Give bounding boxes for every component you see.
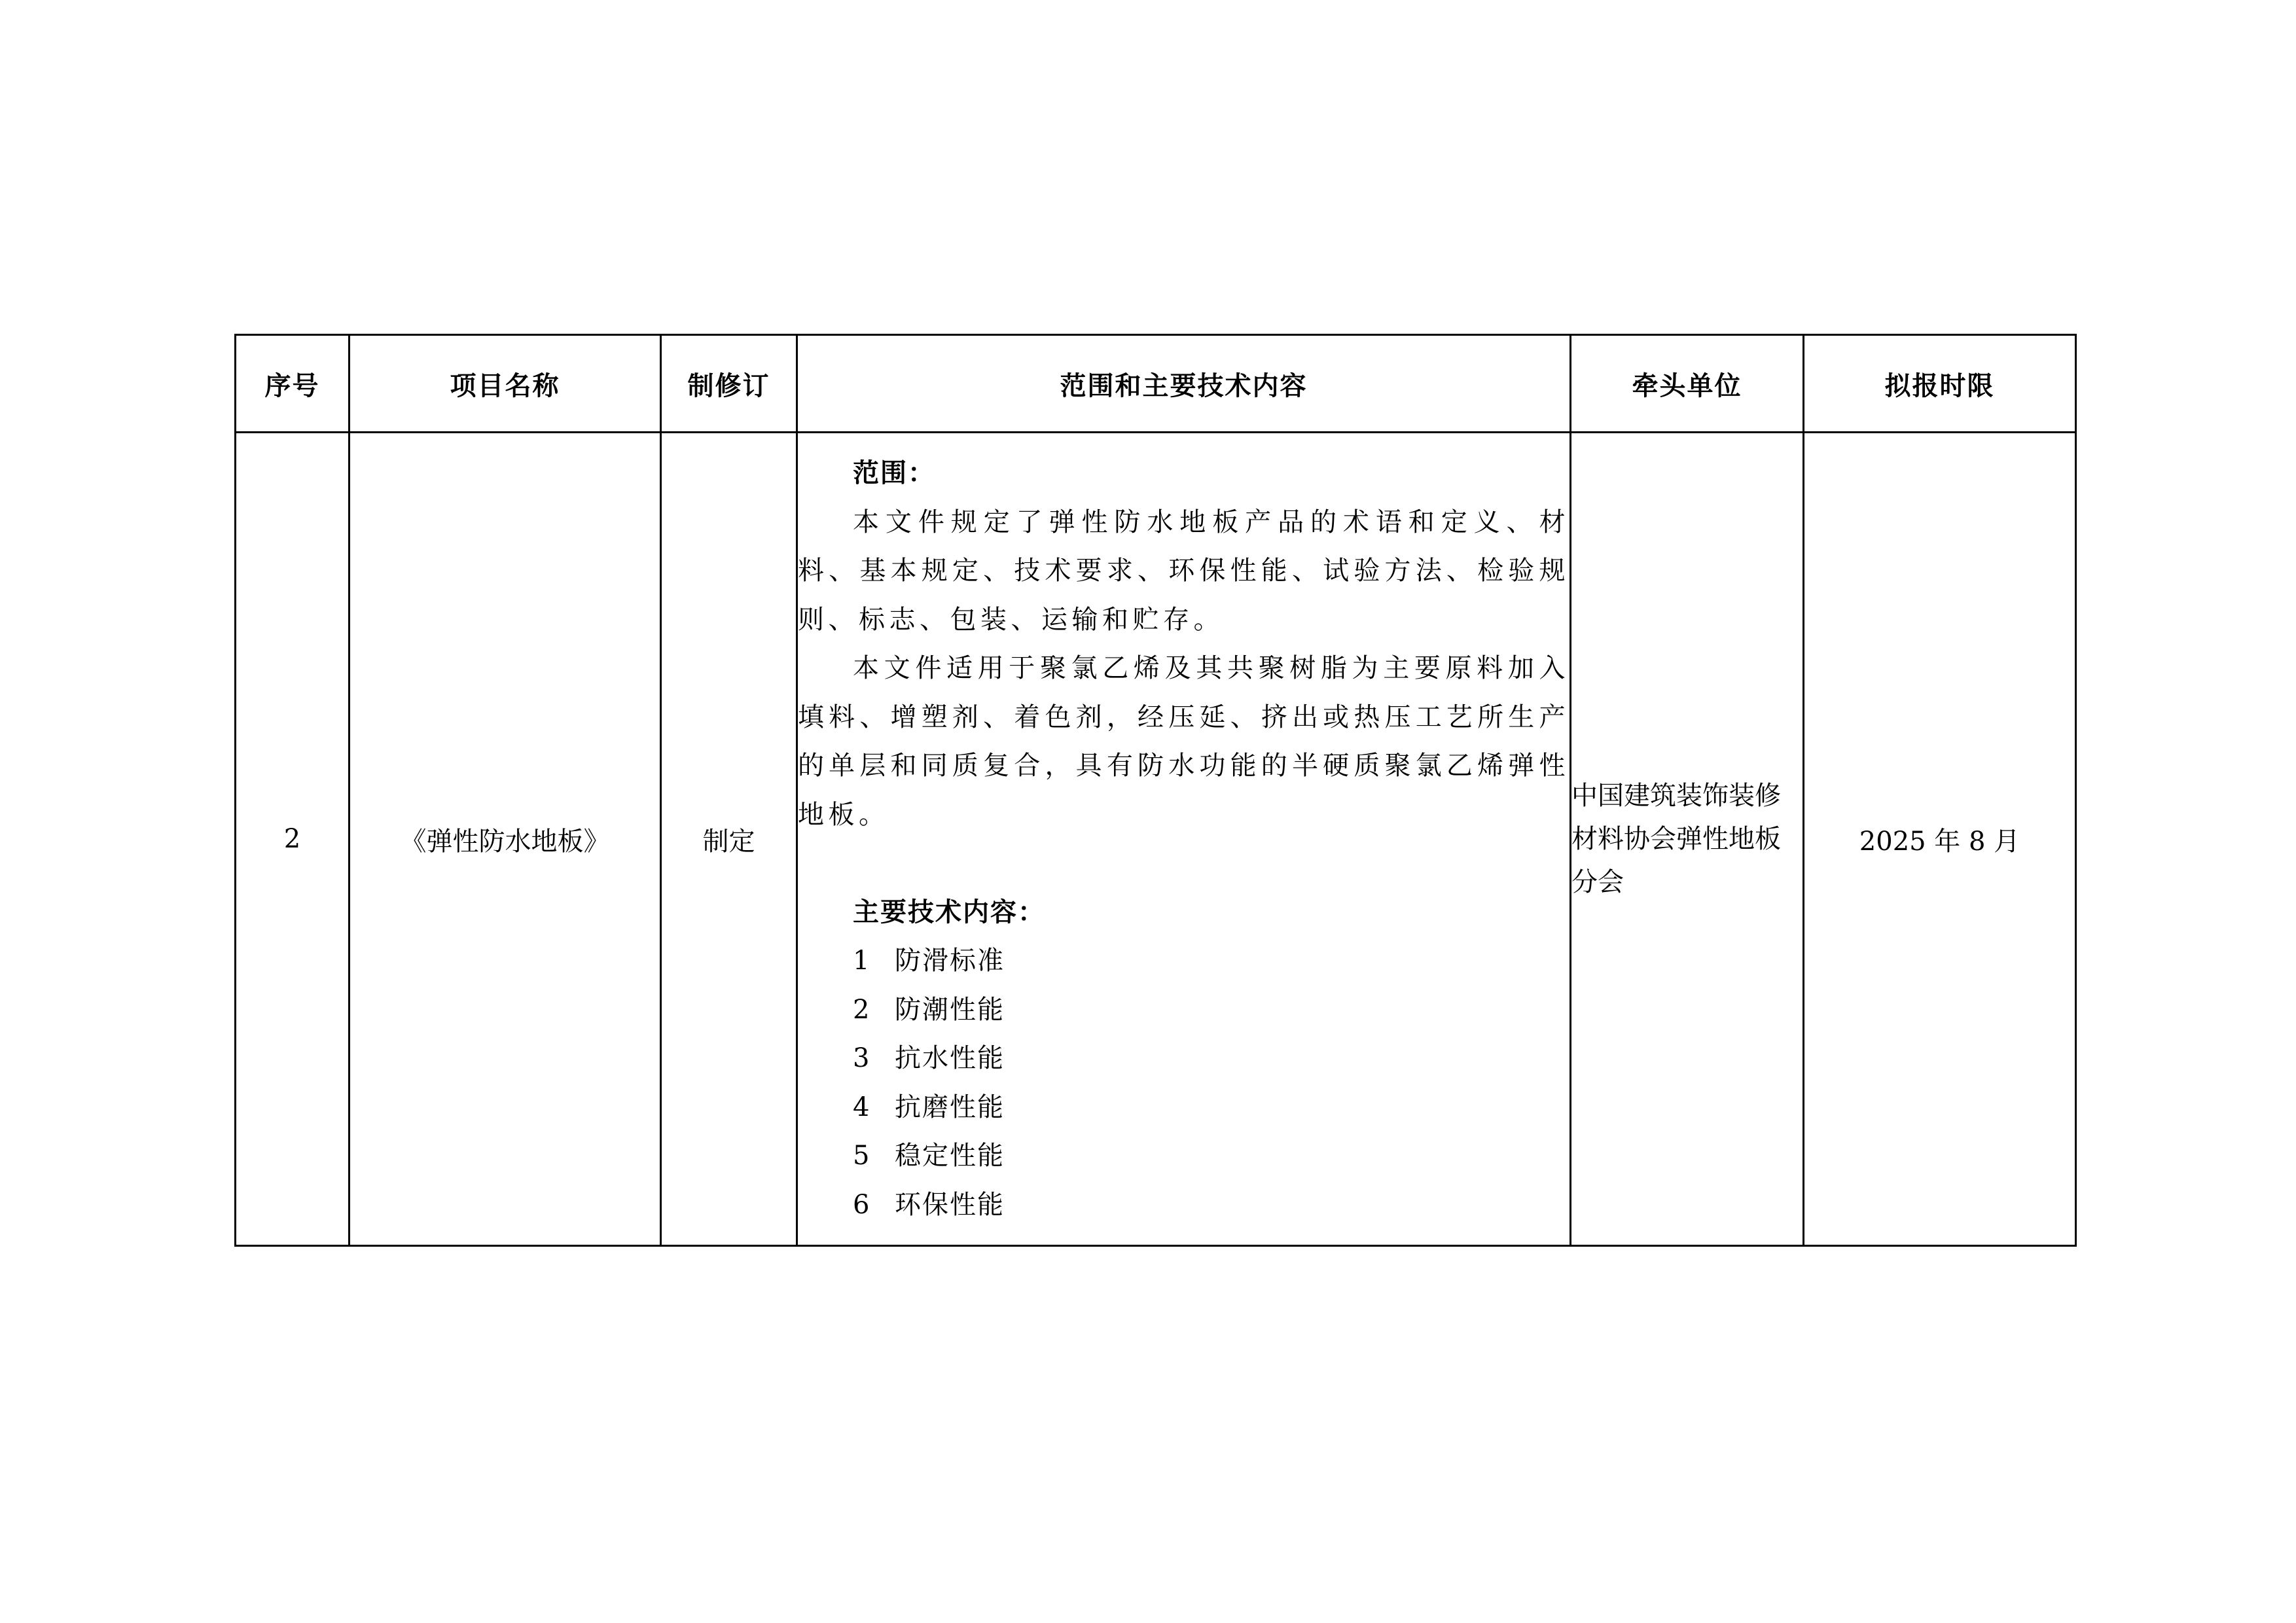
scope-paragraph-2: 本文件适用于聚氯乙烯及其共聚树脂为主要原料加入填料、增塑剂、着色剂，经压延、挤出或热压工艺所生产的单层和同质复合，具有防水功能的半硬质聚氯乙烯弹性地板。 <box>798 653 1570 830</box>
cell-revision-type: 制定 <box>661 433 797 1246</box>
scope-paragraph-1: 本文件规定了弹性防水地板产品的术语和定义、材料、基本规定、技术要求、环保性能、试验方法、检验规则、标志、包装、运输和贮存。 <box>798 507 1570 635</box>
cell-lead-unit: 中国建筑装饰装修材料协会弹性地板分会 <box>1571 433 1804 1246</box>
scope-title: 范围： <box>853 457 935 488</box>
header-deadline: 拟报时限 <box>1804 335 2076 433</box>
tech-items-list <box>798 936 1570 1229</box>
header-seq: 序号 <box>236 335 350 433</box>
section-spacer <box>798 839 1570 888</box>
list-item: 3 抗水性能 <box>853 1043 1005 1073</box>
table-header-row <box>236 335 2076 433</box>
list-item: 2 防潮性能 <box>853 994 1005 1025</box>
tech-title: 主要技术内容： <box>853 896 1045 927</box>
list-item: 5 稳定性能 <box>853 1141 1005 1171</box>
cell-scope-content <box>797 433 1571 1246</box>
standards-table <box>234 334 2077 1247</box>
cell-seq: 2 <box>236 433 350 1246</box>
cell-project-name: 《弹性防水地板》 <box>350 433 661 1246</box>
scope-content-block <box>798 449 1570 1229</box>
table-row <box>236 433 2076 1246</box>
list-item: 6 环保性能 <box>853 1189 1005 1220</box>
list-item: 4 抗磨性能 <box>853 1092 1005 1122</box>
list-item: 1 防滑标准 <box>853 946 1005 976</box>
header-revision-type: 制修订 <box>661 335 797 433</box>
header-scope-content: 范围和主要技术内容 <box>797 335 1571 433</box>
cell-deadline: 2025 年 8 月 <box>1804 433 2076 1246</box>
header-lead-unit: 牵头单位 <box>1571 335 1804 433</box>
header-project-name: 项目名称 <box>350 335 661 433</box>
